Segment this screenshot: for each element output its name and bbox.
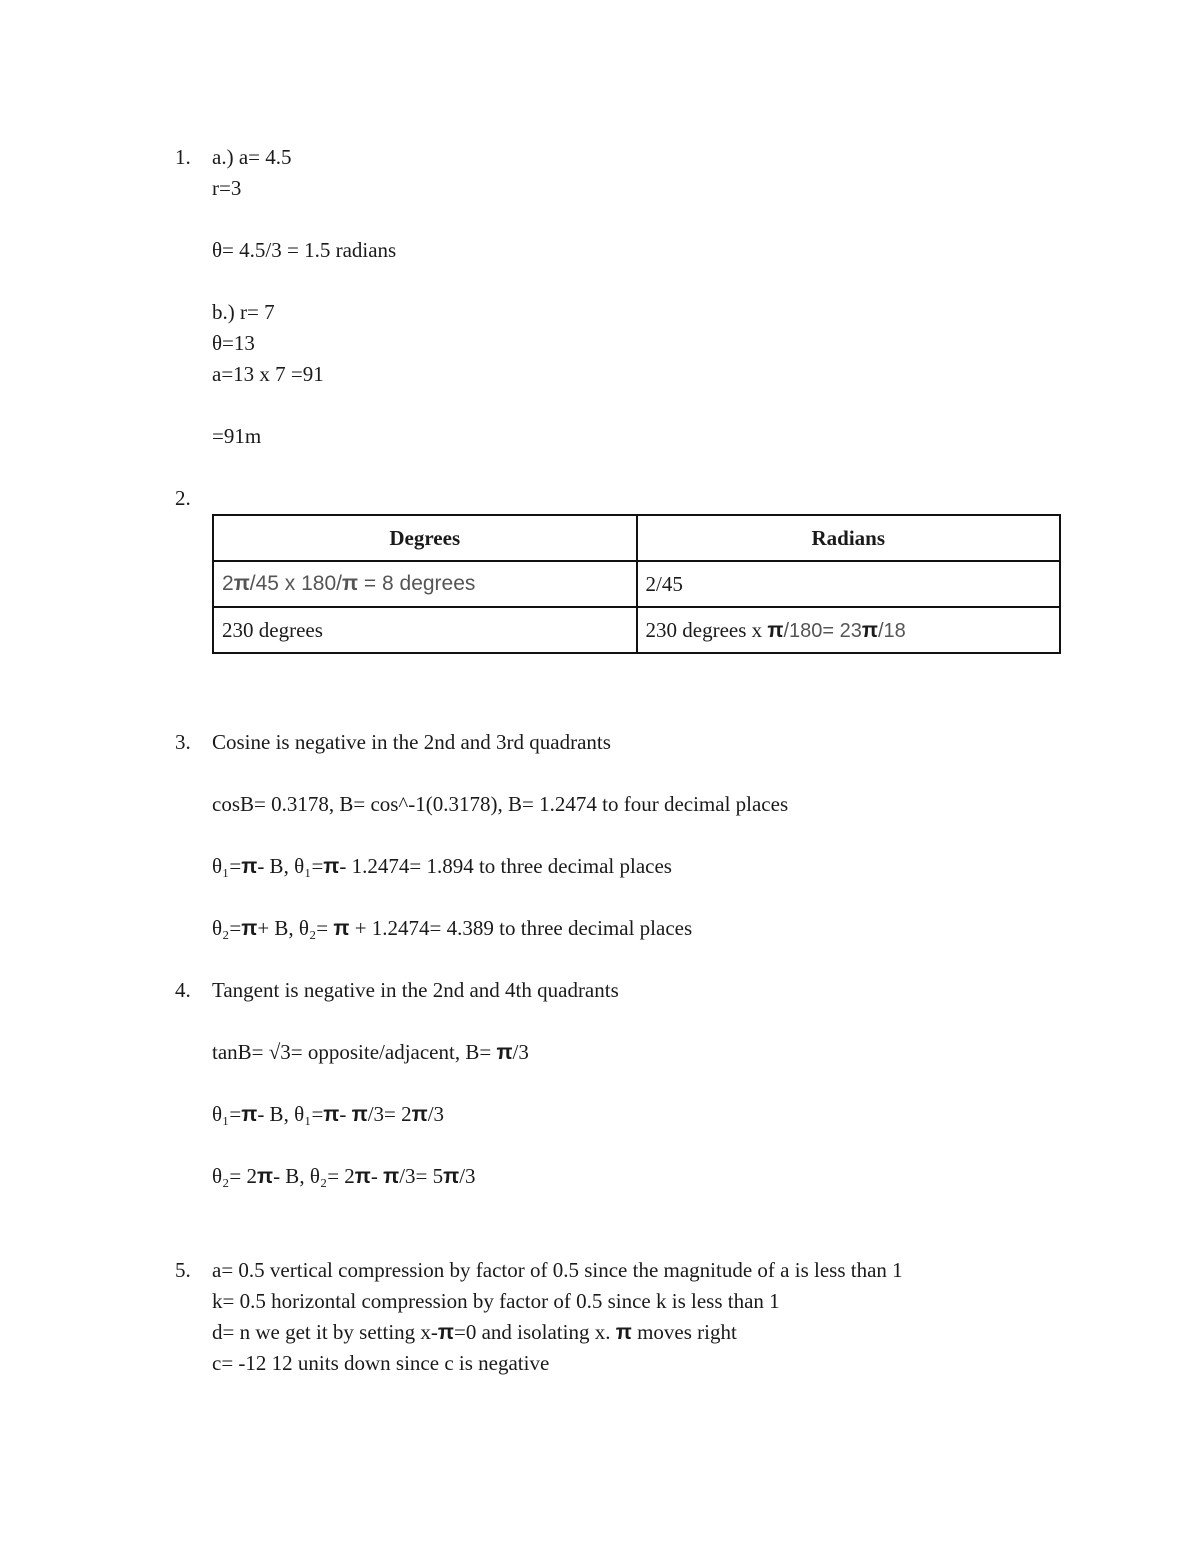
q4-statement: Tangent is negative in the 2nd and 4th quadrants: [212, 978, 619, 1002]
q5-k-line: k= 0.5 horizontal compression by factor of 0.5 since k is less than 1: [212, 1289, 780, 1313]
row1-radians-cell: 2/45: [637, 561, 1061, 607]
q5-a-line: a= 0.5 vertical compression by factor of 0.5 since the magnitude of a is less than 1: [212, 1258, 903, 1282]
pi-symbol: π: [241, 855, 258, 878]
text-part: - B, θ₁=: [257, 1102, 324, 1126]
text-part: - B, θ₁=: [257, 854, 324, 878]
text-part: θ₂= 2: [212, 1164, 257, 1188]
pi-symbol: π: [861, 618, 878, 642]
q4-tan-line: [212, 1039, 529, 1065]
q4-theta2-line: [212, 1163, 476, 1189]
pi-symbol: π: [496, 1041, 513, 1064]
row2-rad-part: 230 degrees x: [645, 617, 768, 642]
pi-symbol: π: [383, 1165, 400, 1188]
pi-symbol: π: [323, 1103, 340, 1126]
row2-rad-part: /180= 23: [783, 619, 862, 642]
row2-rad-part: /18: [877, 619, 906, 642]
text-part: -: [370, 1164, 384, 1188]
pi-symbol: π: [241, 1103, 258, 1126]
header-degrees: Degrees: [213, 515, 637, 561]
q4-theta1-line: [212, 1101, 444, 1127]
text-part: -: [339, 1102, 352, 1126]
q3-statement: Cosine is negative in the 2nd and 3rd quadrants: [212, 730, 611, 754]
pi-symbol: π: [437, 1321, 454, 1344]
q3-theta1-line: [212, 853, 672, 879]
pi-symbol: π: [767, 618, 784, 642]
question-4-number: 4.: [175, 978, 191, 1002]
q1-final-answer: =91m: [212, 424, 262, 448]
q3-cos-line: cosB= 0.3178, B= cos^-1(0.3178), B= 1.2474 to four decimal places: [212, 792, 789, 816]
text-part: moves right: [631, 1320, 737, 1344]
text-part: /3= 5: [399, 1164, 444, 1188]
q1-r-given: r=3: [212, 176, 242, 200]
text-part: + 1.2474= 4.389 to three decimal places: [349, 916, 693, 940]
question-2-number: 2.: [175, 486, 191, 510]
q1-theta-given: θ=13: [212, 331, 255, 355]
table-row: [213, 561, 1060, 607]
pi-symbol: π: [411, 1103, 428, 1126]
text-part: =0 and isolating x.: [453, 1320, 616, 1344]
text-part: /3: [427, 1102, 445, 1126]
q5-c-line: c= -12 12 units down since c is negative: [212, 1351, 550, 1375]
text-part: /3: [459, 1164, 476, 1188]
row1-degrees-cell: [213, 561, 637, 607]
pi-symbol: π: [241, 917, 258, 940]
text-part: θ₂=: [212, 916, 242, 940]
pi-symbol: π: [354, 1165, 371, 1188]
q1-b-given: b.) r= 7: [212, 300, 275, 324]
q1-a-calculation: a=13 x 7 =91: [212, 362, 324, 386]
text-part: + B, θ₂=: [257, 916, 334, 940]
text-part: d= n we get it by setting x-: [212, 1320, 438, 1344]
pi-symbol: π: [256, 1165, 274, 1188]
text-part: - 1.2474= 1.894 to three decimal places: [339, 854, 672, 878]
row2-degrees-cell: 230 degrees: [213, 607, 637, 653]
row1-deg-part: /45 x 180/: [249, 572, 342, 595]
pi-symbol: π: [342, 572, 359, 595]
pi-symbol: π: [233, 572, 250, 595]
row1-deg-part: 2: [222, 572, 234, 595]
text-part: /3= 2: [367, 1102, 412, 1126]
text-part: - B, θ₂= 2: [273, 1164, 355, 1188]
pi-symbol: π: [615, 1321, 632, 1344]
q1-a-given: a.) a= 4.5: [212, 145, 292, 169]
row2-radians-cell: [637, 607, 1061, 653]
q3-theta2-line: [212, 915, 692, 941]
header-radians: Radians: [637, 515, 1061, 561]
text-part: /3: [512, 1040, 529, 1064]
pi-symbol: π: [323, 855, 340, 878]
row1-deg-part: = 8 degrees: [358, 572, 476, 595]
q1-theta-result: θ= 4.5/3 = 1.5 radians: [212, 238, 397, 262]
pi-symbol: π: [351, 1103, 368, 1126]
question-1-number: 1.: [175, 145, 191, 169]
text-part: θ₁=: [212, 854, 242, 878]
text-part: tanB= √3= opposite/adjacent, B=: [212, 1040, 497, 1064]
degrees-radians-table: [212, 514, 1061, 654]
table-row: [213, 607, 1060, 653]
question-5-number: 5.: [175, 1258, 191, 1282]
text-part: θ₁=: [212, 1102, 242, 1126]
pi-symbol: π: [443, 1165, 460, 1188]
q5-d-line: [212, 1319, 737, 1345]
table-header-row: [213, 515, 1060, 561]
question-3-number: 3.: [175, 730, 191, 754]
pi-symbol: π: [333, 917, 350, 940]
